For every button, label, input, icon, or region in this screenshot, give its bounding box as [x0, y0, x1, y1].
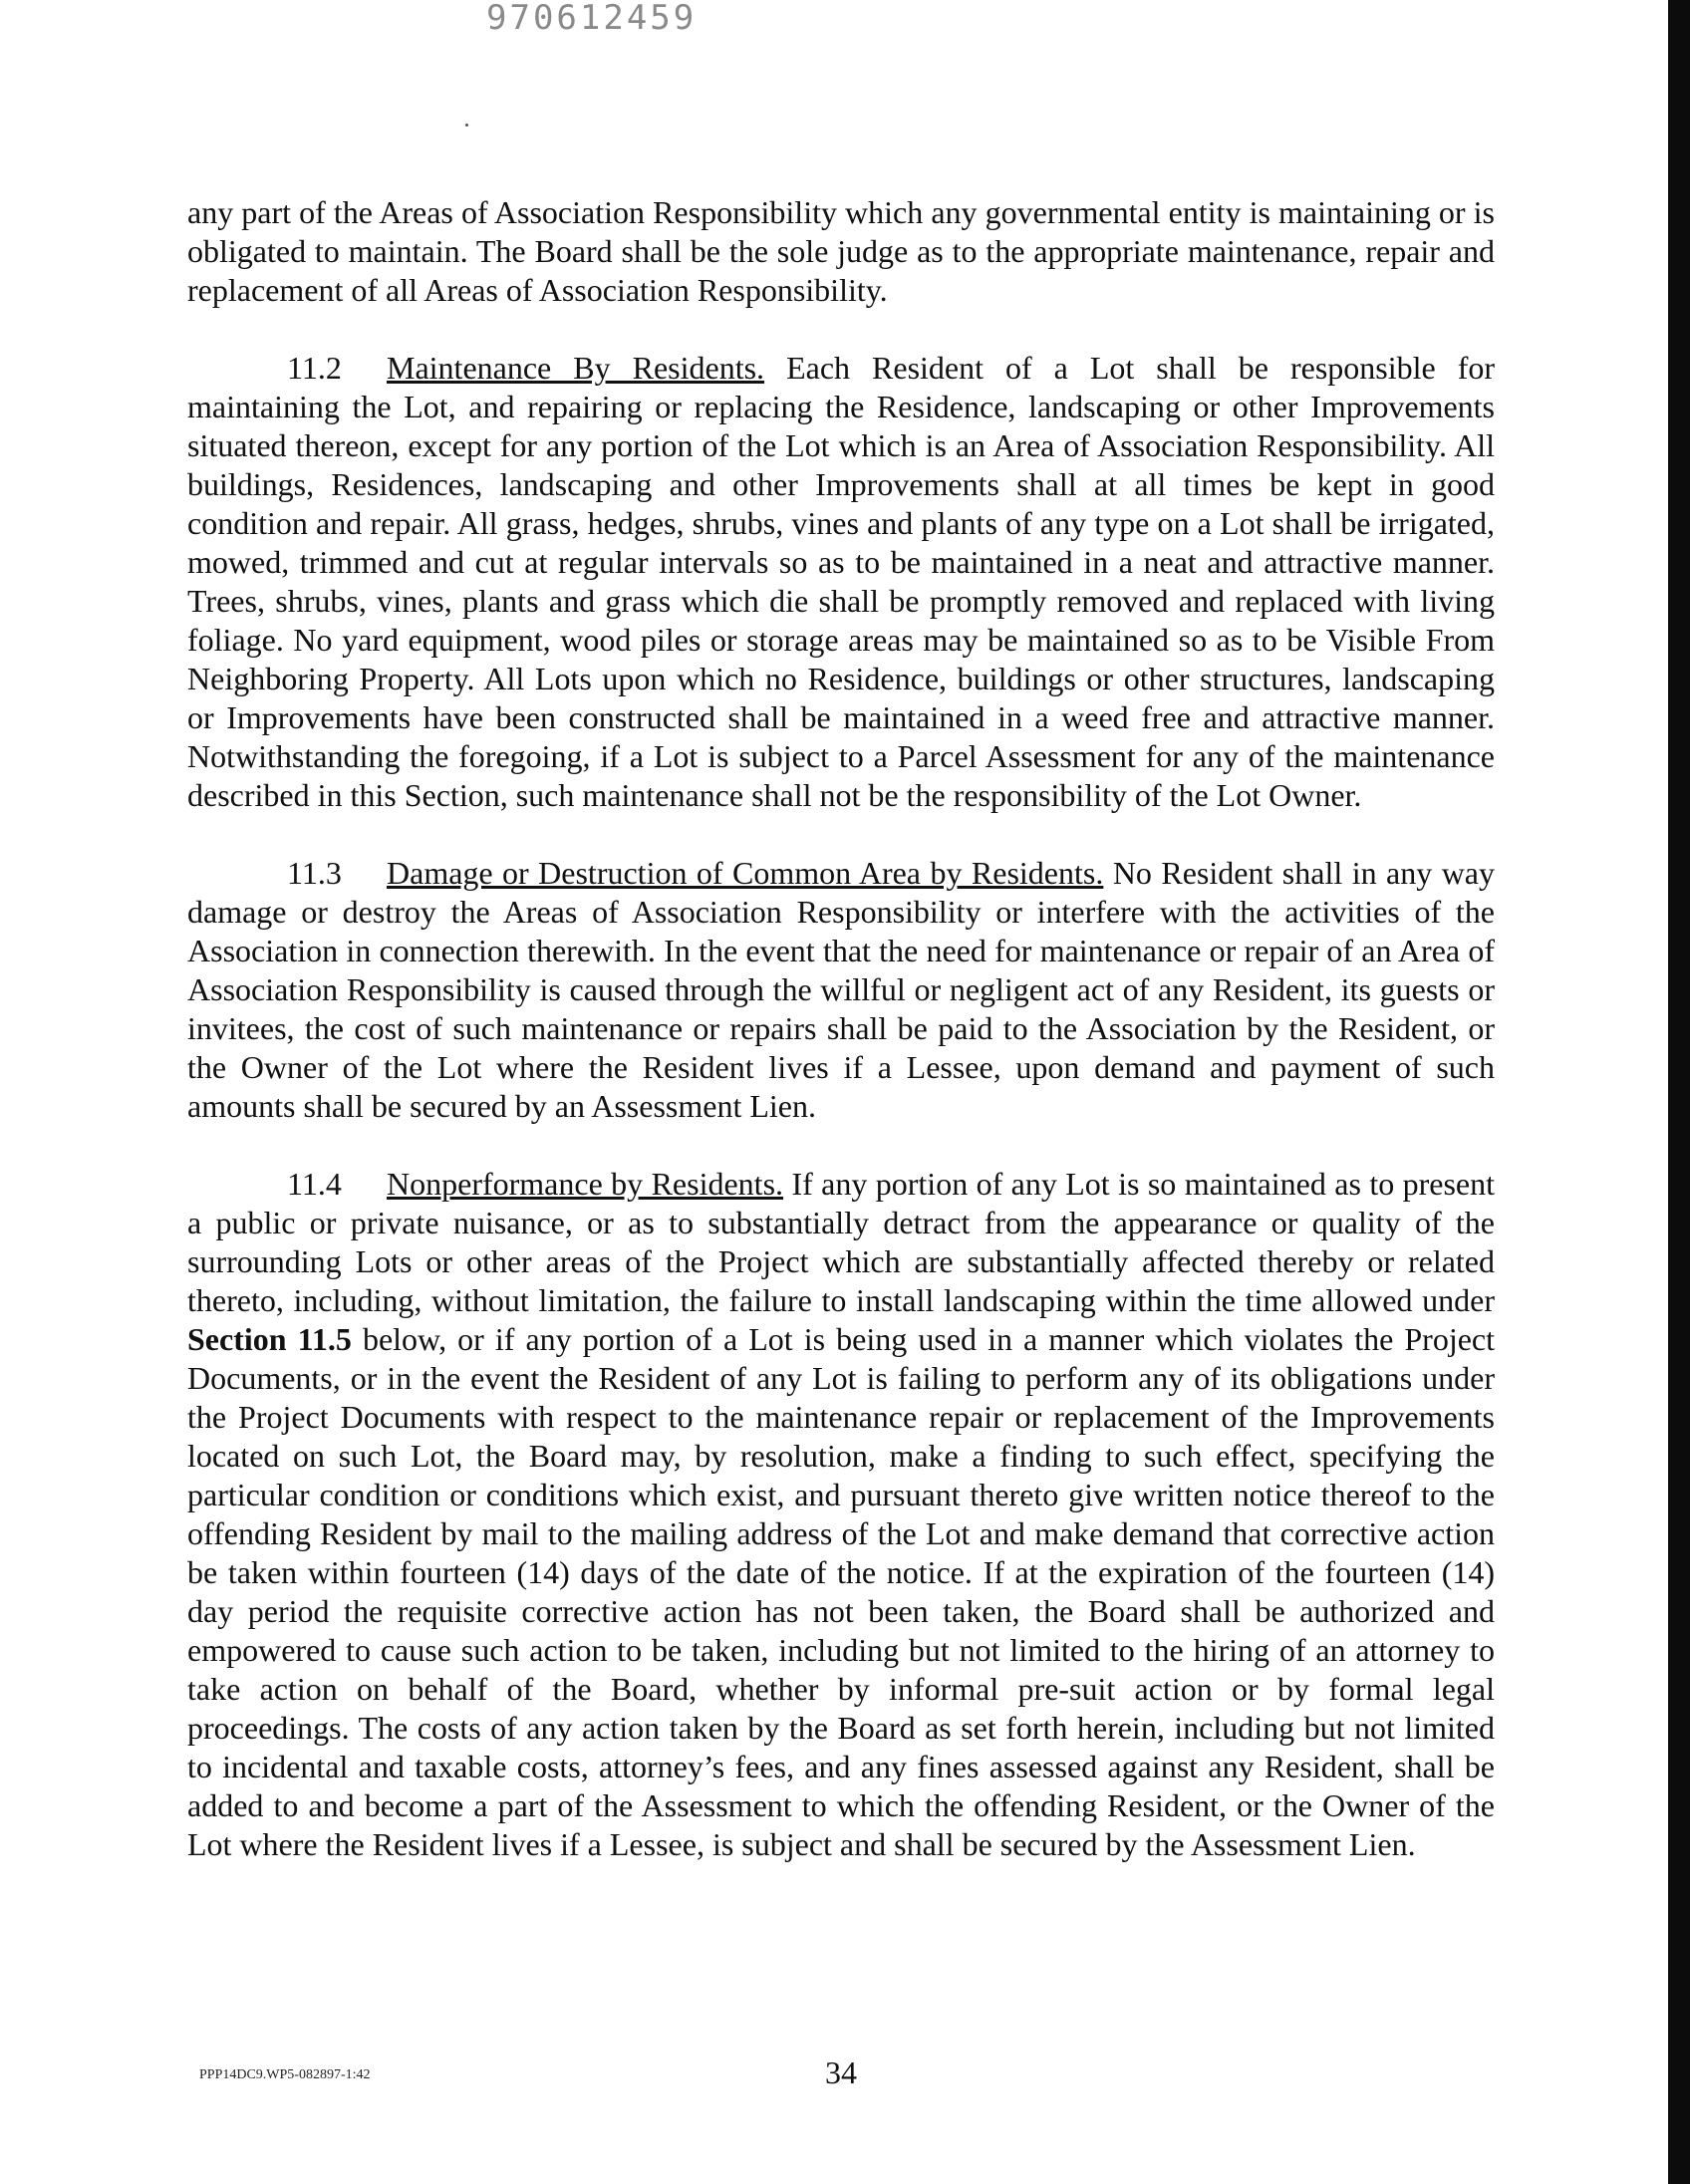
scan-speck	[465, 124, 468, 127]
document-body	[187, 193, 1495, 1864]
continuation-paragraph: any part of the Areas of Association Responsibility which any governmental entity is maintaining or is obligated to maintain. The Board shall be the sole judge as to the appropriate maintenance, repair and replacement of all Areas of Association Responsibility.	[187, 194, 1495, 308]
section-number: 11.4	[287, 1166, 342, 1202]
section-number: 11.2	[287, 350, 342, 386]
section-title: Maintenance By Residents.	[387, 350, 765, 386]
section-11-2-paragraph	[187, 349, 1495, 815]
section-reference: Section 11.5	[187, 1321, 352, 1357]
section-11-4-paragraph	[187, 1165, 1495, 1864]
page-number: 34	[825, 2054, 857, 2090]
section-title: Damage or Destruction of Common Area by Residents.	[387, 855, 1104, 891]
section-11-3-paragraph	[187, 854, 1495, 1126]
section-text: Each Resident of a Lot shall be responsible for maintaining the Lot, and repairing or replacing the Residence, landscaping or other Improvements situated thereon, except for any portion of the Lot which is an Area of Association Responsibility. All buildings, Residences, landscaping and other Improvements shall at all times be kept in good condition and repair. All grass, hedges, shrubs, vines and plants of any type on a Lot shall be irrigated, mowed, trimmed and cut at regular intervals so as to be maintained in a neat and attractive manner. Trees, shrubs, vines, plants and grass which die shall be promptly removed and replaced with living foliage. No yard equipment, wood piles or storage areas may be maintained so as to be Visible From Neighboring Property. All Lots upon which no Residence, buildings or other structures, landscaping or Improvements have been constructed shall be maintained in a weed free and attractive manner. Notwithstanding the foregoing, if a Lot is subject to a Parcel Assessment for any of the maintenance described in this Section, such maintenance shall not be the responsibility of the Lot Owner.	[187, 350, 1496, 813]
section-number: 11.3	[287, 855, 342, 891]
section-text-continued: below, or if any portion of a Lot is being used in a manner which violates the Project Documents, or in the event the Resident of any Lot is failing to perform any of its obligations under the Project Documents with respect to the maintenance repair or replacement of the Improvements located on such Lot, the Board may, by resolution, make a finding to such effect, specifying the particular condition or conditions which exist, and pursuant thereto give written notice thereof to the offending Resident by mail to the mailing address of the Lot and make demand that corrective action be taken within fourteen (14) days of the date of the notice. If at the expiration of the fourteen (14) day period the requisite corrective action has not been taken, the Board shall be authorized and empowered to cause such action to be taken, including but not limited to the hiring of an attorney to take action on behalf of the Board, whether by informal pre-suit action or by formal legal proceedings. The costs of any action taken by the Board as set forth herein, including but not limited to incidental and taxable costs, attorney’s fees, and any fines assessed against any Resident, shall be added to and become a part of the Assessment to which the offending Resident, or the Owner of the Lot where the Resident lives if a Lessee, is subject and shall be secured by the Assessment Lien.	[187, 1321, 1496, 1862]
section-text: No Resident shall in any way damage or destroy the Areas of Association Responsibility or interfere with the activities of the Association in connection therewith. In the event that the need for maintenance or repair of an Area of Association Responsibility is caused through the willful or negligent act of any Resident, its guests or invitees, the cost of such maintenance or repairs shall be paid to the Association by the Resident, or the Owner of the Lot where the Resident lives if a Lessee, upon demand and payment of such amounts shall be secured by an Assessment Lien.	[187, 855, 1496, 1124]
footer-file-code: PPP14DC9.WP5-082897-1:42	[199, 2067, 371, 2082]
scan-edge-bar	[1668, 0, 1690, 2184]
section-text: If any portion of any Lot is so maintained as to present a public or private nuisance, or as to substantially detract from the appearance or quality of the surrounding Lots or other areas of the Project which are substantially affected thereby or related thereto, including, without limitation, the failure to install landscaping within the time allowed under	[187, 1166, 1496, 1318]
document-number-stamp: 970612459	[486, 0, 698, 38]
section-title: Nonperformance by Residents.	[387, 1166, 784, 1202]
